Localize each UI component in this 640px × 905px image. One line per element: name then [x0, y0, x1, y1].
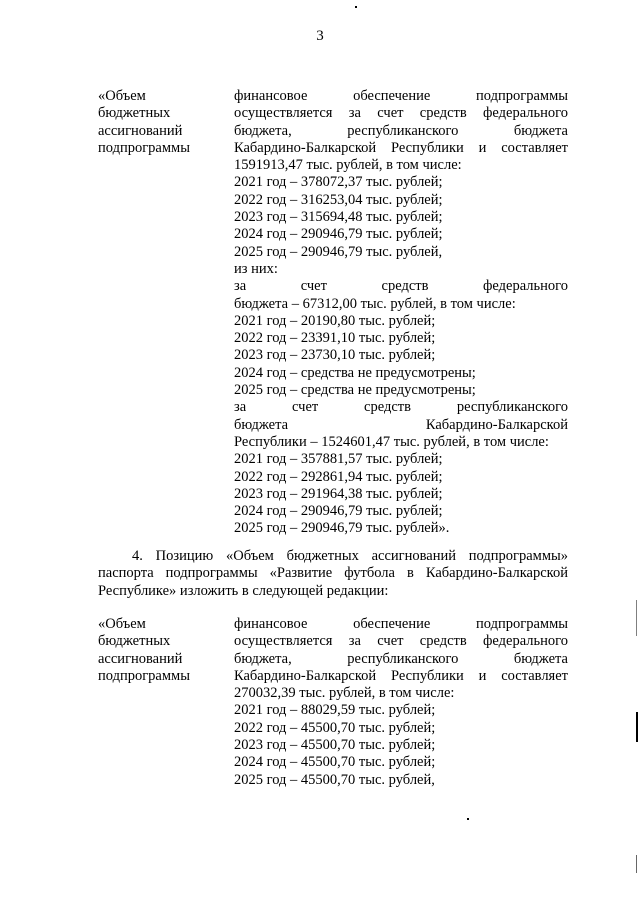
text-line: 2025 год – 45500,70 тыс. рублей,: [234, 771, 435, 788]
label-line: «Объем: [98, 88, 146, 104]
text-line: 2022 год – 23391,10 тыс. рублей;: [234, 330, 436, 347]
text-line: 2022 год – 316253,04 тыс. рублей;: [234, 191, 443, 208]
block-content: [234, 616, 568, 789]
paragraph-4: 4. Позицию «Объем бюджетных ассигнований подпрограммы» паспорта подпрограммы «Развитие футбола в Кабардино-Балкарской Республике» изложить в следующей редакции:: [98, 548, 568, 599]
text-line: 1591913,47 тыс. рублей, в том числе:: [234, 157, 462, 174]
text-line: 270032,39 тыс. рублей, в том числе:: [234, 685, 455, 702]
text-line: осуществляется за счет средств федерального: [234, 105, 568, 122]
text-line: 2022 год – 292861,94 тыс. рублей;: [234, 468, 443, 485]
label-line: «Объем: [98, 616, 146, 632]
text-line: 2023 год – 45500,70 тыс. рублей;: [234, 737, 436, 754]
text-line: бюджета, республиканского бюджета: [234, 122, 568, 139]
text-line: 2023 год – 315694,48 тыс. рублей;: [234, 209, 443, 226]
text-line: осуществляется за счет средств федерального: [234, 633, 568, 650]
text-line: бюджета Кабардино-Балкарской: [234, 416, 568, 433]
text-line: 2021 год – 378072,37 тыс. рублей;: [234, 174, 443, 191]
text-line: 2025 год – 290946,79 тыс. рублей,: [234, 243, 443, 260]
text-line: 2024 год – 45500,70 тыс. рублей;: [234, 754, 436, 771]
scan-edge-mark: [636, 600, 637, 636]
label-line: ассигнований: [98, 650, 183, 667]
text-line: Кабардино-Балкарской Республики и составляет: [234, 667, 568, 684]
text-line: 2022 год – 45500,70 тыс. рублей;: [234, 719, 436, 736]
block-label: [98, 88, 234, 538]
text-line: 2023 год – 23730,10 тыс. рублей;: [234, 347, 436, 364]
allocations-block-1: [98, 88, 568, 538]
text-line: Республики – 1524601,47 тыс. рублей, в том числе:: [234, 433, 549, 450]
text-line: Кабардино-Балкарской Республики и составляет: [234, 139, 568, 156]
page-number: 3: [316, 28, 324, 44]
label-line: ассигнований: [98, 122, 183, 139]
scan-speck: [467, 818, 469, 820]
text-line: 2023 год – 291964,38 тыс. рублей;: [234, 485, 443, 502]
label-line: подпрограммы: [98, 667, 190, 684]
text-line: за счет средств федерального: [234, 278, 568, 295]
label-line: бюджетных: [98, 105, 171, 122]
scan-edge-mark: [636, 712, 638, 742]
text-line: финансовое обеспечение подпрограммы: [234, 616, 568, 632]
text-line: 2021 год – 357881,57 тыс. рублей;: [234, 451, 443, 468]
text-line: из них:: [234, 260, 278, 277]
scan-edge-mark: [636, 855, 637, 873]
text-line: бюджета – 67312,00 тыс. рублей, в том числе:: [234, 295, 516, 312]
text-line: финансовое обеспечение подпрограммы: [234, 88, 568, 104]
text-line: 2021 год – 88029,59 тыс. рублей;: [234, 702, 436, 719]
text-line: бюджета, республиканского бюджета: [234, 650, 568, 667]
text-line: 2025 год – 290946,79 тыс. рублей».: [234, 520, 450, 537]
text-line: 2024 год – 290946,79 тыс. рублей;: [234, 503, 443, 520]
text-line: 2024 год – 290946,79 тыс. рублей;: [234, 226, 443, 243]
text-line: 2025 год – средства не предусмотрены;: [234, 382, 476, 399]
block-content: [234, 88, 568, 538]
text-line: 2024 год – средства не предусмотрены;: [234, 364, 476, 381]
text-line: за счет средств республиканского: [234, 399, 568, 416]
allocations-block-2: [98, 616, 568, 789]
label-line: подпрограммы: [98, 139, 190, 156]
label-line: бюджетных: [98, 633, 171, 650]
block-label: [98, 616, 234, 789]
scan-speck: [355, 6, 357, 8]
text-line: 2021 год – 20190,80 тыс. рублей;: [234, 312, 436, 329]
